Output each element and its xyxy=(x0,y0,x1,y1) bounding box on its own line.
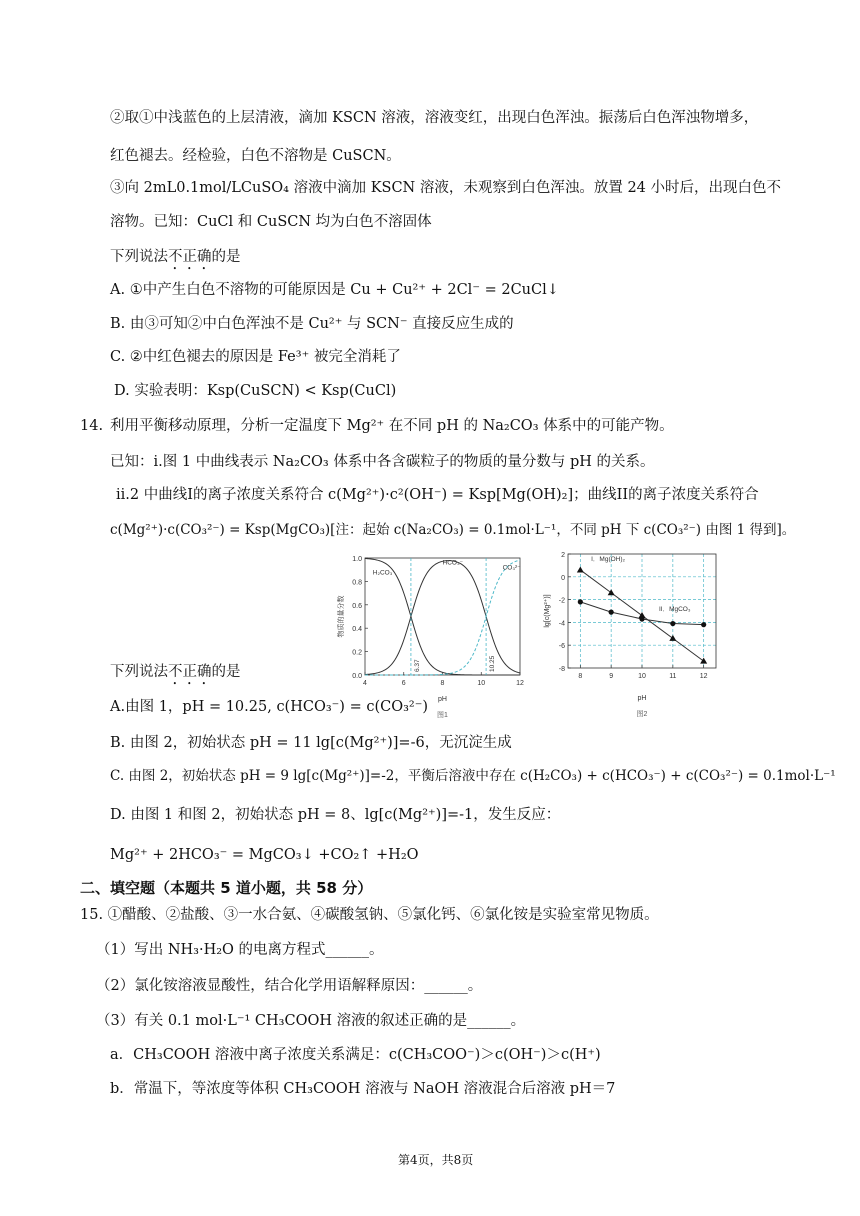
x-axis-label: pH xyxy=(438,696,447,703)
x-tick-label: 10 xyxy=(638,673,646,680)
x-tick-label: 6 xyxy=(401,680,406,687)
series-label-MgOH2: I．Mg(OH)₂ xyxy=(591,555,626,563)
q14-option-d: D. 由图 1 和图 2，初始状态 pH = 8、lg[c(Mg²⁺)]=-1，发生反应： xyxy=(110,807,561,823)
q15-sub2: （2）氯化铵溶液显酸性，结合化学用语解释原因：______。 xyxy=(96,978,483,994)
q14-option-a: A.由图 1，pH = 10.25, c(HCO₃⁻) = c(CO₃²⁻) xyxy=(110,699,429,715)
q13-option-a: A. ①中产生白色不溶物的可能原因是 Cu + Cu²⁺ + 2Cl⁻ = 2CuCl↓ xyxy=(110,282,559,298)
series-line-CO3 xyxy=(365,560,520,675)
q14-stem: 利用平衡移动原理，分析一定温度下 Mg²⁺ 在不同 pH 的 Na₂CO₃ 体系中的可能产物。 xyxy=(110,418,674,434)
emphasis-text: 不正确 xyxy=(168,249,212,265)
pka-label: 10.25 xyxy=(489,655,497,672)
section-title: 二、填空题（本题共 5 道小题，共 58 分） xyxy=(80,879,373,897)
page-footer: 第4页，共8页 xyxy=(398,1153,474,1167)
q13-line3b: 溶物。已知：CuCl 和 CuSCN 均为白色不溶固体 xyxy=(110,214,432,230)
data-point-MgCO3 xyxy=(639,616,644,621)
data-point-MgCO3 xyxy=(578,599,583,604)
data-point-MgCO3 xyxy=(609,610,614,615)
series-label-HCO3: HCO₃⁻ xyxy=(442,559,464,567)
figure-2-chart xyxy=(538,548,728,726)
q15-stem: 15. ①醋酸、②盐酸、③一水合氨、④碳酸氢钠、⑤氯化钙、⑥氯化铵是实验室常见物质。 xyxy=(80,907,659,923)
series-label-H2CO3: H₂CO₃ xyxy=(372,569,393,577)
x-tick-label: 12 xyxy=(516,680,524,687)
q14-known1: 已知：i.图 1 中曲线表示 Na₂CO₃ 体系中各含碳粒子的物质的量分数与 pH 的关系。 xyxy=(110,454,655,470)
q13-option-b: B. 由③可知②中白色浑浊不是 Cu²⁺ 与 SCN⁻ 直接反应生成的 xyxy=(110,316,514,332)
q13-option-c: C. ②中红色褪去的原因是 Fe³⁺ 被完全消耗了 xyxy=(110,349,401,365)
x-tick-label: 12 xyxy=(699,673,708,680)
x-tick-label: 8 xyxy=(578,673,583,680)
q13-line2b: 红色褪去。经检验，白色不溶物是 CuSCN。 xyxy=(110,148,401,164)
q14-number: 14. xyxy=(80,418,104,434)
series-line-HCO3 xyxy=(365,561,520,675)
data-point-MgOH2 xyxy=(669,635,676,641)
x-tick-label: 10 xyxy=(477,680,486,687)
q15-option-a: a．CH₃COOH 溶液中离子浓度关系满足：c(CH₃COO⁻)＞c(OH⁻)＞c(H⁺) xyxy=(110,1047,601,1063)
q14-known2: ii.2 中曲线I的离子浓度关系符合 c(Mg²⁺)·c²(OH⁻) = Ksp[Mg(OH)₂]；曲线II的离子浓度关系符合 xyxy=(116,487,759,503)
y-axis-label: lg[c(Mg²⁺)] xyxy=(544,594,551,628)
q14-option-d-equation: Mg²⁺ + 2HCO₃⁻ = MgCO₃↓ +CO₂↑ +H₂O xyxy=(110,847,419,863)
q14-option-b: B. 由图 2，初始状态 pH = 11 lg[c(Mg²⁺)]=-6，无沉淀生成 xyxy=(110,735,512,751)
q15-sub3: （3）有关 0.1 mol·L⁻¹ CH₃COOH 溶液的叙述正确的是______。 xyxy=(96,1013,526,1029)
q15-option-b: b．常温下，等浓度等体积 CH₃COOH 溶液与 NaOH 溶液混合后溶液 pH＝7 xyxy=(110,1081,616,1097)
y-tick-label: -4 xyxy=(558,620,565,628)
q13-option-d: D. 实验表明：Ksp(CuSCN) < Ksp(CuCl) xyxy=(114,383,397,399)
series-label-MgCO3: II．MgCO₃ xyxy=(658,606,691,613)
y-tick-label: 0.0 xyxy=(352,673,362,680)
data-point-MgCO3 xyxy=(701,622,706,627)
y-tick-label: 0 xyxy=(561,574,565,582)
data-point-MgOH2 xyxy=(700,658,707,664)
x-tick-label: 11 xyxy=(669,673,677,680)
y-tick-label: -8 xyxy=(558,666,565,673)
y-tick-label: 1.0 xyxy=(352,556,362,563)
q14-known3: c(Mg²⁺)·c(CO₃²⁻) = Ksp(MgCO₃)[注：起始 c(Na₂CO₃) = 0.1mol·L⁻¹，不同 pH 下 c(CO₃²⁻) 由图 1 得到]。 xyxy=(110,522,796,538)
x-tick-label: 4 xyxy=(363,680,367,687)
series-label-CO3: CO₃²⁻ xyxy=(502,564,521,572)
x-axis-label: pH xyxy=(637,695,647,702)
q13-prompt: 下列说法不正确的是 xyxy=(110,249,241,265)
y-tick-label: 0.4 xyxy=(352,626,362,634)
y-tick-label: 2 xyxy=(561,552,565,559)
figure-caption: 图2 xyxy=(636,711,648,718)
emphasis-text: 不正确 xyxy=(168,664,212,680)
y-tick-label: 0.6 xyxy=(352,602,362,610)
x-tick-label: 8 xyxy=(440,680,445,687)
data-point-MgOH2 xyxy=(608,589,615,595)
y-tick-label: -2 xyxy=(558,597,565,605)
figure-caption: 图1 xyxy=(437,712,448,719)
q15-sub1: （1）写出 NH₃·H₂O 的电离方程式______。 xyxy=(96,942,384,958)
data-point-MgOH2 xyxy=(577,566,584,572)
q14-prompt: 下列说法不正确的是 xyxy=(110,664,241,680)
q13-line2a: ②取①中浅蓝色的上层清液，滴加 KSCN 溶液，溶液变红，出现白色浑浊。振荡后白色浑浊物增多， xyxy=(110,110,759,126)
y-axis-label: 物质的量分数 xyxy=(338,595,345,638)
y-tick-label: 0.2 xyxy=(352,649,362,657)
y-tick-label: 0.8 xyxy=(352,579,362,587)
y-tick-label: -6 xyxy=(558,643,565,651)
x-tick-label: 9 xyxy=(609,673,614,680)
pka-label: 6.37 xyxy=(413,659,421,672)
data-point-MgCO3 xyxy=(670,621,675,626)
q14-option-c: C. 由图 2，初始状态 pH = 9 lg[c(Mg²⁺)]=-2，平衡后溶液中存在 c(H₂CO₃) + c(HCO₃⁻) + c(CO₃²⁻) = 0.1mol·L⁻¹ xyxy=(110,768,836,784)
q13-line3a: ③向 2mL0.1mol/LCuSO₄ 溶液中滴加 KSCN 溶液，未观察到白色浑浊。放置 24 小时后，出现白色不 xyxy=(110,180,782,196)
